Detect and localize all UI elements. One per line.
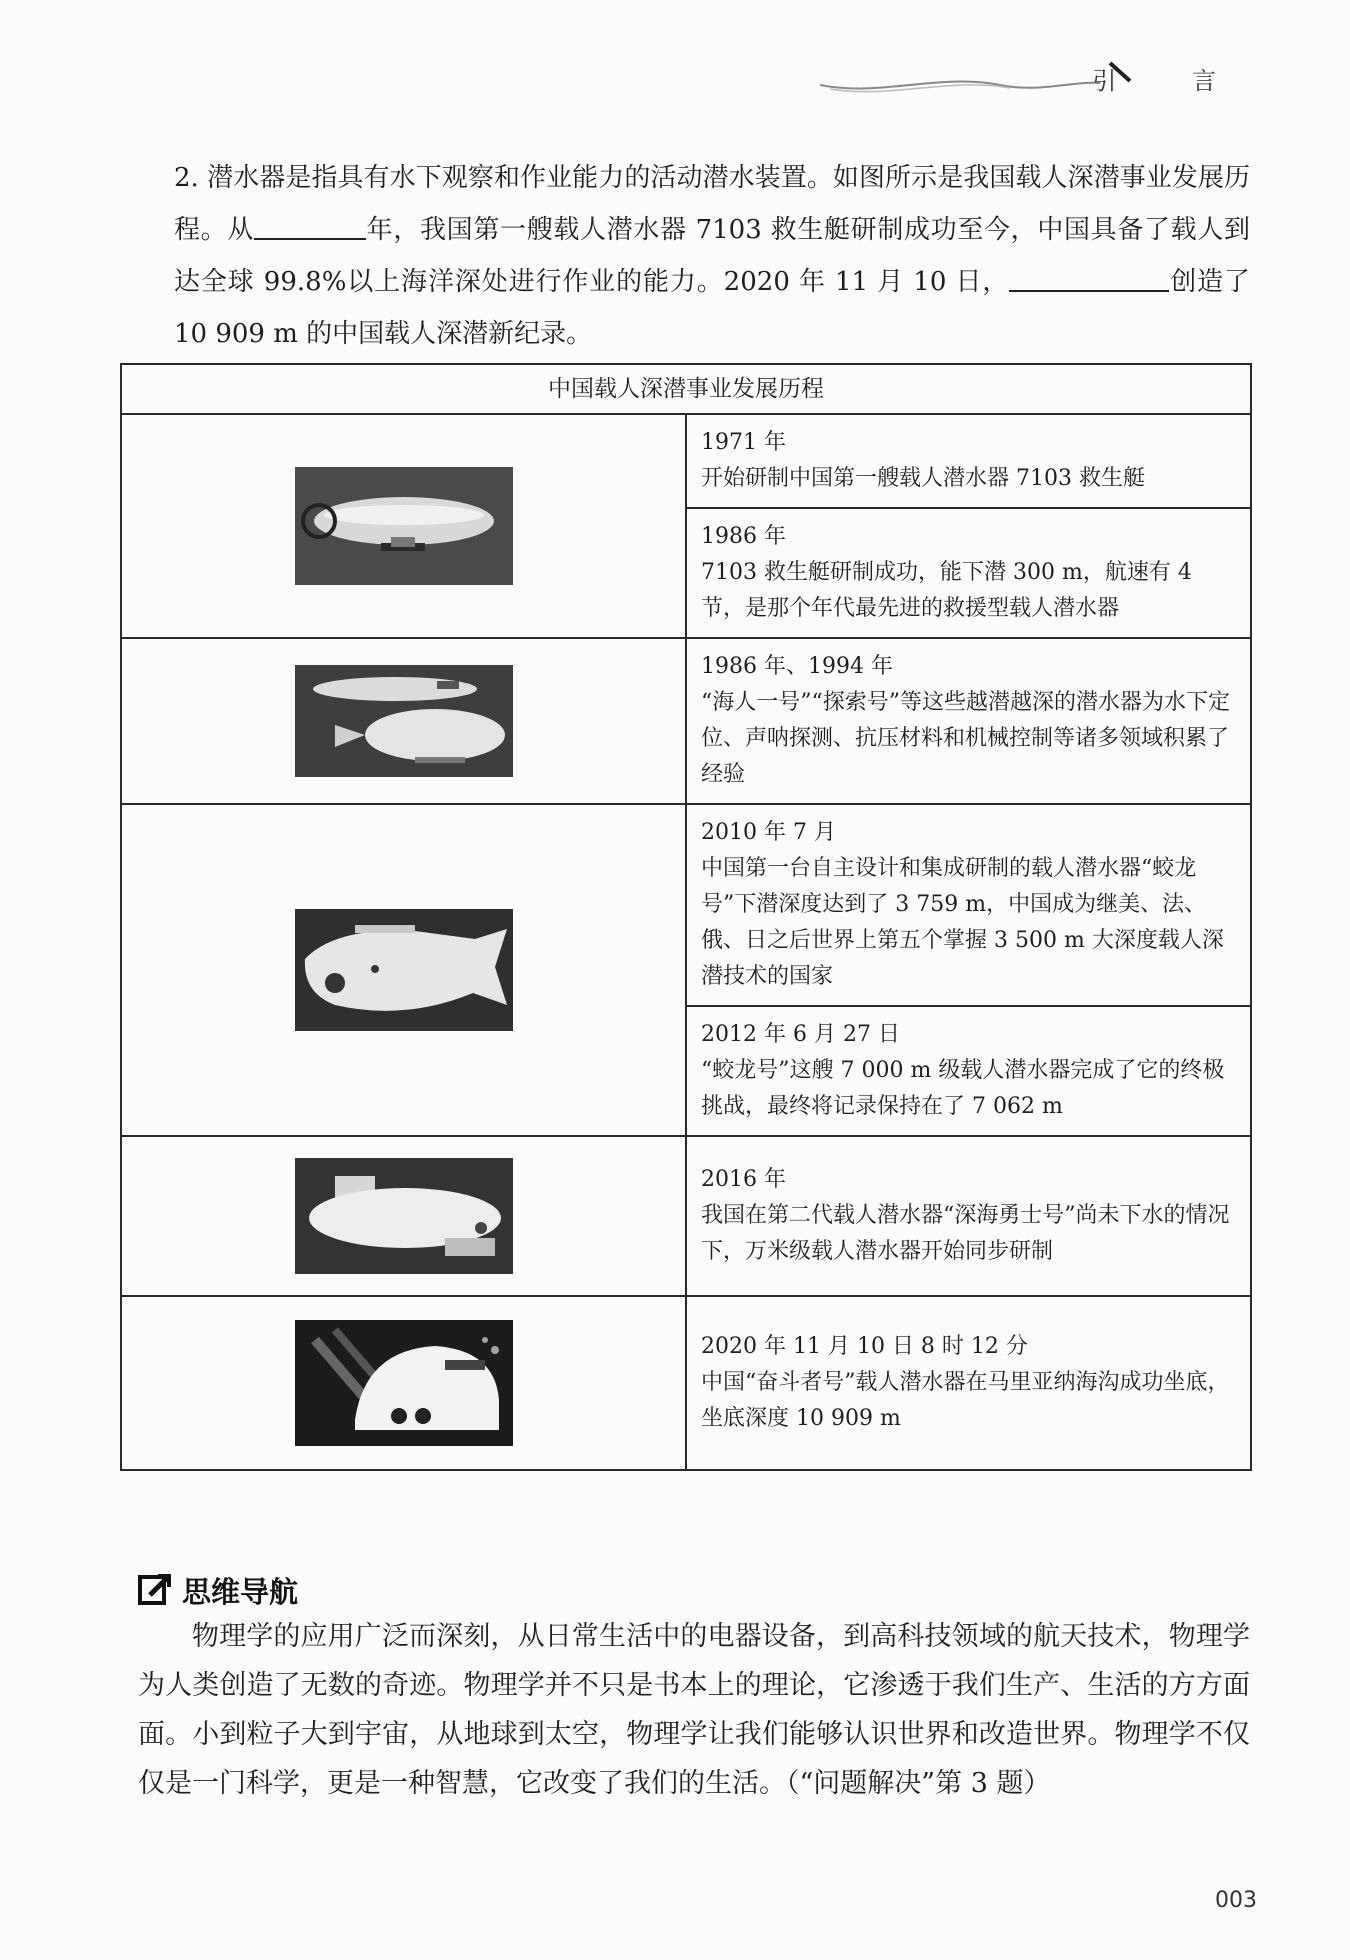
entry-date: 2016 年 <box>701 1167 786 1192</box>
entry-date: 1986 年 <box>701 524 786 549</box>
section-body-paragraph: 物理学的应用广泛而深刻，从日常生活中的电器设备，到高科技领域的航天技术，物理学为人类创造了无数的奇迹。物理学并不只是书本上的理论，它渗透于我们生产、生活的方方面面。小到粒子大到宇宙，从地球到太空，物理学让我们能够认识世界和改造世界。物理学不仅仅是一门科学，更是一种智慧，它改变了我们的生活。（“问题解决”第 3 题） <box>138 1621 1250 1799</box>
fendouzhe-submersible-image <box>295 1320 513 1446</box>
entry-date: 2010 年 7 月 <box>701 820 836 845</box>
development-timeline-table <box>120 363 1252 1471</box>
timeline-entry <box>686 638 1251 804</box>
question-text-1: 潜水器是指具有水下观察和作业能力的活动潜水装置。如图所示是我国载人深潜事业发展历程。从 <box>174 163 1250 245</box>
entry-date: 1971 年 <box>701 430 786 455</box>
timeline-entry <box>686 508 1251 638</box>
entry-date: 2020 年 11 月 10 日 8 时 12 分 <box>701 1334 1028 1359</box>
entry-description: “蛟龙号”这艘 7 000 m 级载人潜水器完成了它的终极挑战，最终将记录保持在了 7 062 m <box>701 1058 1225 1119</box>
image-cell <box>121 638 686 804</box>
section-label: 引 言 <box>1092 67 1250 95</box>
entry-description: 中国“奋斗者号”载人潜水器在马里亚纳海沟成功坐底，坐底深度 10 909 m <box>701 1370 1230 1431</box>
hairen-tansuo-submarines-image <box>295 665 513 777</box>
section-heading <box>138 1568 298 1612</box>
table-title: 中国载人深潜事业发展历程 <box>121 364 1251 414</box>
page-header <box>820 55 1260 105</box>
entry-description: 7103 救生艇研制成功，能下潜 300 m，航速有 4 节，是那个年代最先进的救援型载人潜水器 <box>701 560 1192 621</box>
timeline-entry <box>686 1006 1251 1136</box>
image-cell <box>121 1296 686 1470</box>
timeline-entry <box>686 804 1251 1006</box>
question-text-2: 年，我国第一艘载人潜水器 7103 救生艇研制成功至今，中国具备了载人到达全球 99.8%以上海洋深处进行作业的能力。2020 年 11 月 10 日， <box>174 215 1250 297</box>
answer-blank-1[interactable] <box>254 208 366 240</box>
entry-description: “海人一号”“探索号”等这些越潜越深的潜水器为水下定位、声呐探测、抗压材料和机械控制等诸多领域积累了经验 <box>701 690 1230 787</box>
table-row <box>121 804 1251 1006</box>
image-cell <box>121 414 686 638</box>
table-row <box>121 1136 1251 1296</box>
image-cell <box>121 804 686 1136</box>
rescue-submarine-7103-image <box>295 467 513 585</box>
question-2 <box>122 152 1250 360</box>
entry-description: 我国在第二代载人潜水器“深海勇士号”尚未下水的情况下，万米级载人潜水器开始同步研制 <box>701 1203 1230 1264</box>
entry-date: 2012 年 6 月 27 日 <box>701 1022 900 1047</box>
image-cell <box>121 1136 686 1296</box>
entry-date: 1986 年、1994 年 <box>701 654 893 679</box>
question-number: 2. <box>174 163 199 193</box>
shenhai-yongshi-submersible-image <box>295 1158 513 1274</box>
timeline-entry <box>686 414 1251 508</box>
timeline-entry <box>686 1136 1251 1296</box>
arrow-box-icon <box>138 1573 172 1607</box>
entry-description: 中国第一台自主设计和集成研制的载人潜水器“蛟龙号”下潜深度达到了 3 759 m，中国成为继美、法、俄、日之后世界上第五个掌握 3 500 m 大深度载人深潜技术的国家 <box>701 856 1224 989</box>
answer-blank-2[interactable] <box>1009 260 1169 292</box>
table-row <box>121 414 1251 508</box>
timeline-entry <box>686 1296 1251 1470</box>
page-number: 003 <box>1215 1888 1257 1913</box>
table-row <box>121 1296 1251 1470</box>
section-title: 思维导航 <box>182 1574 299 1609</box>
entry-description: 开始研制中国第一艘载人潜水器 7103 救生艇 <box>701 466 1145 491</box>
jiaolong-submersible-image <box>295 909 513 1031</box>
question-text-3: 创造了 10 909 m 的中国载人深潜新纪录。 <box>174 267 1250 349</box>
table-row <box>121 638 1251 804</box>
